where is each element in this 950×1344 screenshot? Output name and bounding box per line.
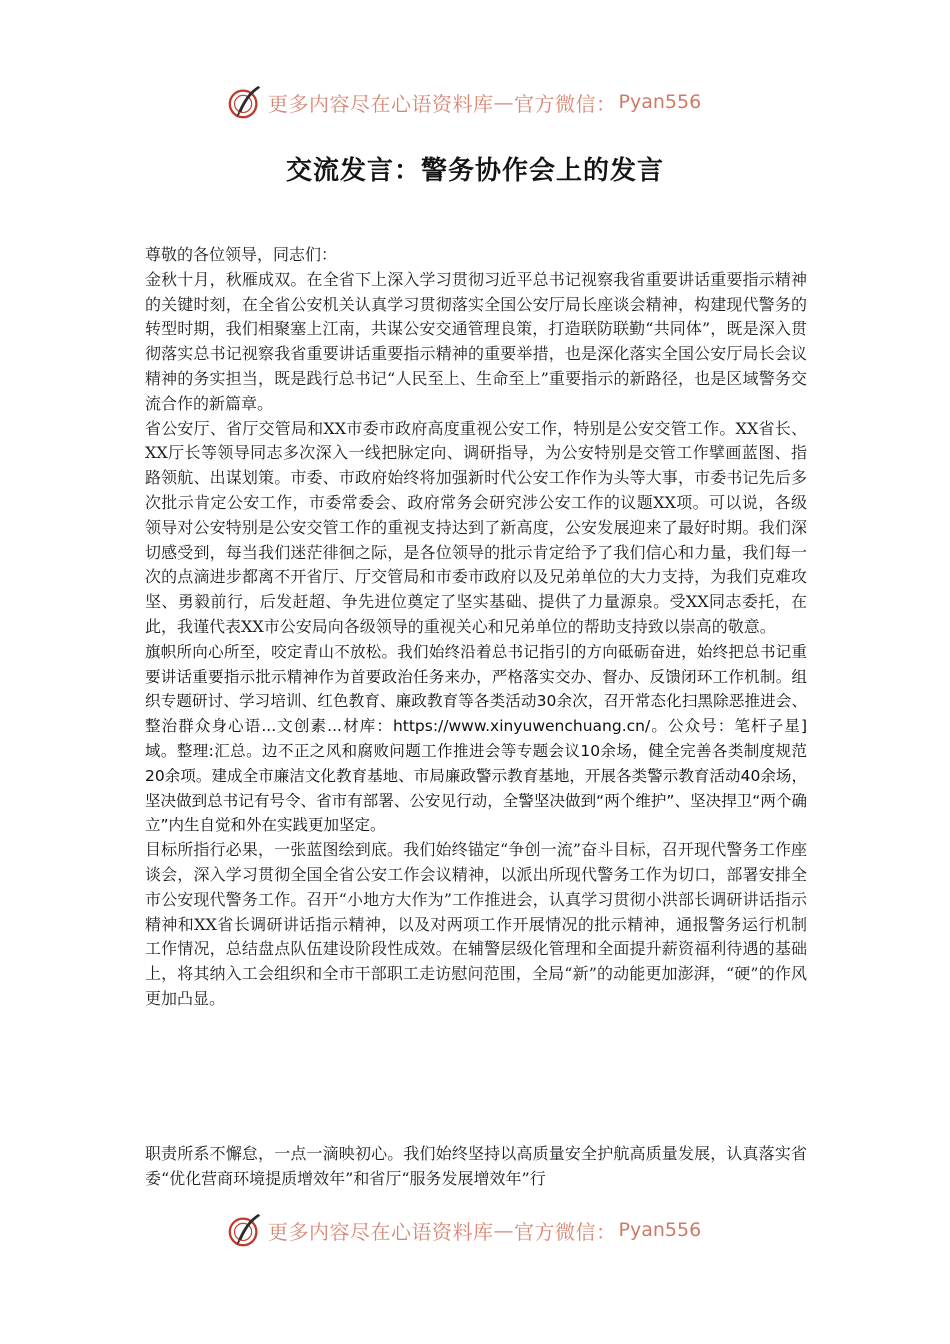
paragraph-2: 省公安厅、省厅交管局和XX市委市政府高度重视公安工作，特别是公安交管工作。XX省长、XX厅长等领导同志多次深入一线把脉定向、调研指导，为公安特别是交管工作擘画蓝图、指路领航、出谋划策。市委、市政府始终将加强新时代公安工作作为头等大事，市委书记先后多次批示肯定公安工作，市委常委会、政府常务会研究涉公安工作的议题XX项。可以说，各级领导对公安特别是公安交管工作的重视支持达到了新高度，公安发展迎来了最好时期。我们深切感受到，每当我们迷茫徘徊之际，是各位领导的批示肯定给予了我们信心和力量，我们每一次的点滴进步都离不开省厅、厅交管局和市委市政府以及兄弟单位的大力支持，为我们克难攻坚、勇毅前行，后发赶超、争先进位奠定了坚实基础、提供了力量源泉。受XX同志委托，在此，我谨代表XX市公安局向各级领导的重视关心和兄弟单位的帮助支持致以崇高的敬意。 — [145, 418, 807, 636]
watermark-separator: — — [493, 1218, 514, 1242]
page-title: 交流发言：警务协作会上的发言 — [285, 156, 664, 186]
paragraph-salutation: 尊敬的各位领导，同志们： — [145, 245, 338, 264]
paragraph-5: 职责所系不懈怠，一点一滴映初心。我们始终坚持以高质量安全护航高质量发展，认真落实省委“优化营商环境提质增效年”和省厅“服务发展增效年”行 — [145, 1144, 807, 1188]
paragraph-3: 旗帜所向心所至，咬定青山不放松。我们始终沿着总书记指引的方向砥砺奋进，始终把总书记重要讲话重要指示批示精神作为首要政治任务来办，严格落实交办、督办、反馈闭环工作机制。组织专题研讨、学习培训、红色教育、廉政教育等各类活动30余次，召开常态化扫黑除恶推进会、整治群众身心语...文创素...材库：https://www.xinyuwenchuang.cn/。公众号：笔杆子星]域。整理:汇总。边不正之风和腐败问题工作推进会等专题会议10余场，健全完善各类制度规范20余项。建成全市廉洁文化教育基地、市局廉政警示教育基地，开展各类警示教育活动40余场，坚决做到总书记有号令、省市有部署、公安见行动，全警坚决做到“两个维护”、坚决捍卫“两个确立”内生自觉和外在实践更加坚定。 — [145, 642, 807, 835]
watermark-banner-top — [0, 82, 950, 122]
watermark-separator: — — [493, 90, 514, 114]
watermark-code: Pyan556 — [618, 1219, 702, 1241]
watermark-banner-bottom — [0, 1210, 950, 1250]
watermark-code: Pyan556 — [618, 91, 702, 113]
document-body — [145, 243, 807, 1012]
watermark-suffix: 官方微信： — [514, 1219, 617, 1244]
watermark-text: 更多内容尽在心语资料库 — [268, 91, 494, 116]
paragraph-1: 金秋十月，秋雁成双。在全省下上深入学习贯彻习近平总书记视察我省重要讲话重要指示精神的关键时刻，在全省公安机关认真学习贯彻落实全国公安厅局长座谈会精神，构建现代警务的转型时期，我们相聚塞上江南，共谋公安交通管理良策，打造联防联勤“共同体”，既是深入贯彻落实总书记视察我省重要讲话重要指示精神的重要举措，也是深化落实全国公安厅局长会议精神的务实担当，既是践行总书记“人民至上、生命至上”重要指示的新路径，也是区域警务交流合作的新篇章。 — [145, 269, 807, 413]
paragraph-4: 目标所指行必果，一张蓝图绘到底。我们始终锚定“争创一流”奋斗目标，召开现代警务工作座谈会，深入学习贯彻全国全省公安工作会议精神，以派出所现代警务工作为切口，部署安排全市公安现代警务工作。召开“小地方大作为”工作推进会，认真学习贯彻小洪部长调研讲话指示精神和XX省长调研讲话指示精神，以及对两项工作开展情况的批示精神，通报警务运行机制工作情况，总结盘点队伍建设阶段性成效。在辅警层级化管理和全面提升薪资福利待遇的基础上，将其纳入工会组织和全市干部职工走访慰问范围，全局“新”的动能更加澎湃，“硬”的作风更加凸显。 — [145, 840, 807, 1008]
quill-logo-icon — [226, 83, 264, 121]
watermark-text: 更多内容尽在心语资料库 — [268, 1219, 494, 1244]
watermark-suffix: 官方微信： — [514, 91, 617, 116]
quill-logo-icon — [226, 1211, 264, 1249]
